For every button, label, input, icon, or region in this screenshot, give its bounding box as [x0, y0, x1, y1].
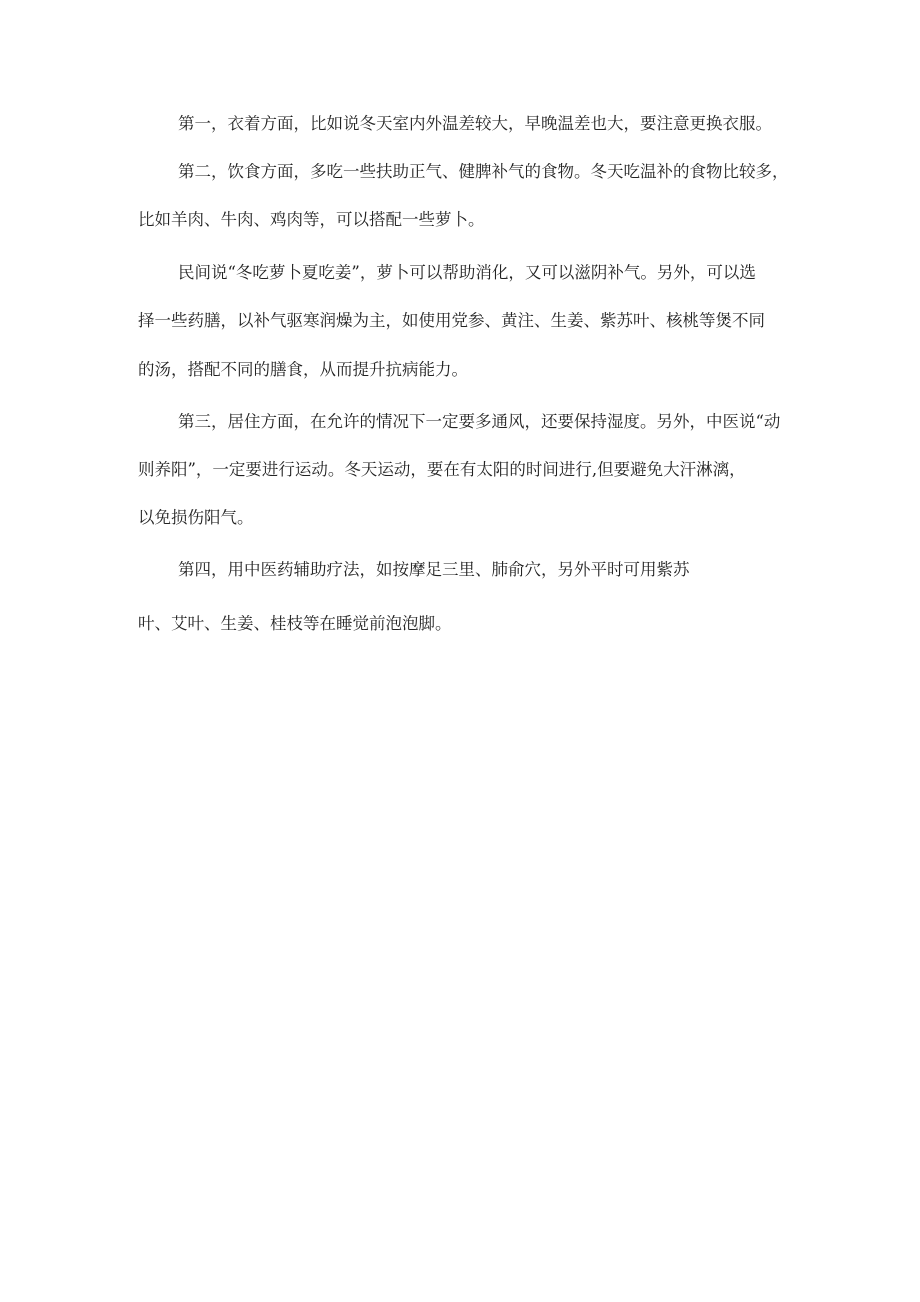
- paragraph-3-line-2: 择一些药膳，以补气驱寒润燥为主，如使用党参、黄注、生姜、紫苏叶、核桃等煲不同: [138, 311, 765, 330]
- paragraph-2-line-1: 第二，饮食方面，多吃一些扶助正气、健脾补气的食物。冬天吃温补的食物比较多，: [178, 162, 789, 181]
- paragraph-4-line-2: 则养阳”，一定要进行运动。冬天运动，要在有太阳的时间进行,但要避免大汗淋漓，: [138, 460, 746, 479]
- paragraph-1-line-1: 第一，衣着方面，比如说冬天室内外温差较大，早晚温差也大，要注意更换衣服。: [178, 114, 772, 133]
- paragraph-5-line-2: 叶、艾叶、生姜、桂枝等在睡觉前泡泡脚。: [138, 614, 452, 633]
- paragraph-3-line-3: 的汤，搭配不同的膳食，从而提升抗病能力。: [138, 360, 468, 379]
- paragraph-5-line-1: 第四，用中医药辅助疗法，如按摩足三里、肺俞穴，另外平时可用紫苏: [178, 560, 690, 579]
- paragraph-4-line-3: 以免损伤阳气。: [138, 508, 254, 527]
- paragraph-3-line-1: 民间说“冬吃萝卜夏吃姜”，萝卜可以帮助消化，又可以滋阴补气。另外，可以选: [178, 263, 756, 282]
- paragraph-2-line-2: 比如羊肉、牛肉、鸡肉等，可以搭配一些萝卜。: [138, 210, 485, 229]
- document-body: [138, 112, 808, 636]
- paragraph-4-line-1: 第三，居住方面，在允许的情况下一定要多通风，还要保持湿度。另外，中医说“动: [178, 412, 781, 431]
